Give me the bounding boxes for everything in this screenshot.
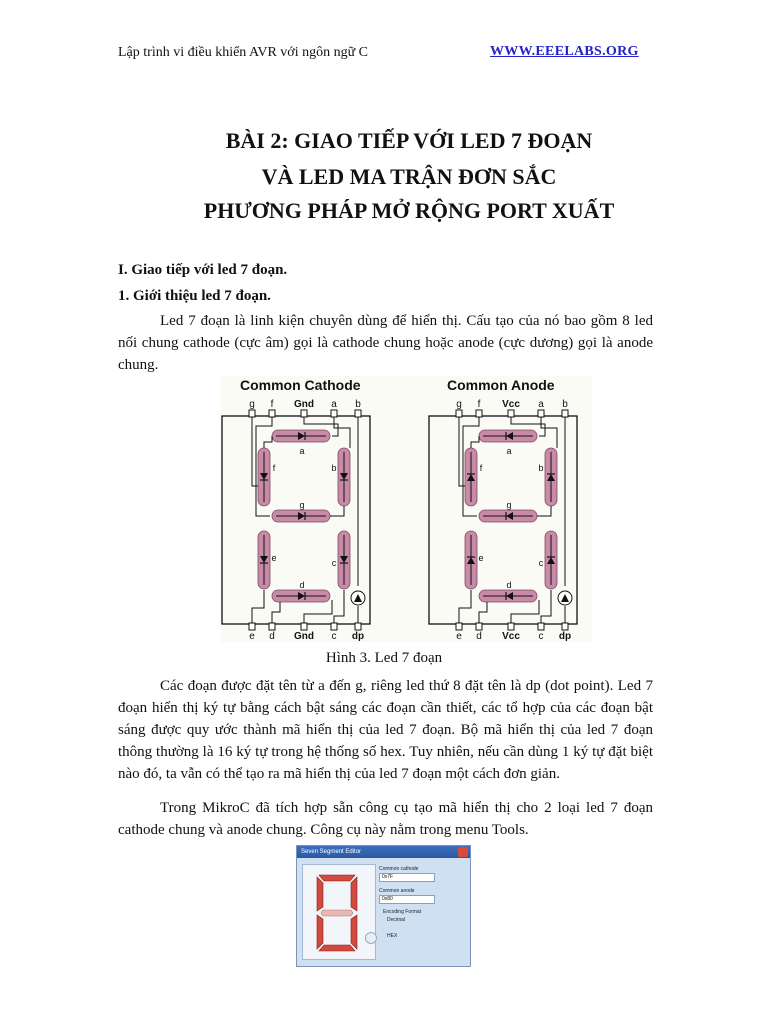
top-pin-label: b: [355, 399, 361, 410]
bottom-pin-label: e: [249, 631, 255, 642]
cathode-label: Common cathode: [379, 866, 419, 872]
top-pin: [456, 410, 462, 417]
top-pin-label: f: [477, 399, 481, 410]
close-icon: [458, 847, 468, 857]
top-pin-label: b: [562, 399, 568, 410]
segment-label-g: g: [506, 500, 512, 510]
seven-segment-editor-screenshot: [296, 845, 471, 967]
top-pin: [476, 410, 482, 417]
bottom-pin-label: d: [476, 631, 482, 642]
bottom-pin: [476, 623, 482, 630]
dp-toggle: [365, 932, 377, 944]
intro-paragraph: Led 7 đoạn là linh kiện chuyên dùng để hiển thị. Cấu tạo của nó bao gồm 8 led nối chung cathode (cực âm) gọi là cathode chung hoặc anode (cực dương) gọi là anode chung.: [118, 313, 653, 373]
header-website-link[interactable]: WWW.EEELABS.ORG: [490, 44, 639, 59]
top-pin: [301, 410, 307, 417]
top-pin-label: Vcc: [502, 399, 520, 410]
hex-option: HEX: [387, 933, 398, 939]
common-cathode-title: Common Cathode: [240, 377, 361, 393]
top-pin-label: g: [456, 399, 462, 410]
encoding-label: Encoding Format: [383, 909, 422, 915]
top-pin-label: a: [538, 399, 544, 410]
bottom-pin-label: c: [331, 631, 337, 642]
bottom-pin-label: Gnd: [294, 631, 314, 642]
decimal-option: Decimal: [387, 917, 406, 923]
mikroc-paragraph: Trong MikroC đã tích hợp sẵn công cụ tạo mã hiển thị cho 2 loại led 7 đoạn cathode chung và anode chung. Công cụ này nằm trong menu Tools.: [118, 800, 653, 838]
bottom-pin: [301, 623, 307, 630]
anode-field: 0x80: [379, 895, 435, 904]
top-pin: [249, 410, 255, 417]
segment-label-b: b: [538, 463, 544, 473]
seven-segment-figure: [220, 376, 592, 642]
segment-preview-panel: [302, 864, 376, 960]
bottom-pin: [355, 623, 361, 630]
top-pin-label: g: [249, 399, 255, 410]
figure-caption: Hình 3. Led 7 đoạn: [325, 650, 443, 666]
segments-paragraph: Các đoạn được đặt tên từ a đến g, riêng led thứ 8 đặt tên là dp (dot point). Led 7 đoạn hiển thị ký tự bằng cách bật sáng các đoạn cần thiết, các tổ hợp của các đoạn bật sáng được quy ước thành mã hiển thị của led 7 đoạn. Bộ mã hiển thị của led 7 đoạn thông thường là 16 ký tự trong hệ thống số hex. Tuy nhiên, nếu cần dùng 1 ký tự đặt biệt nào đó, ta vẫn có thể tạo ra mã hiển thị của led 7 đoạn một cách đơn giản.: [118, 678, 653, 782]
section-heading: I. Giao tiếp với led 7 đoạn.: [118, 262, 288, 278]
segment-label-e: e: [271, 553, 277, 563]
top-pin: [269, 410, 275, 417]
top-pin-label: Gnd: [294, 399, 314, 410]
segment-label-c: c: [331, 558, 337, 568]
segment-label-e: e: [478, 553, 484, 563]
bottom-pin-label: d: [269, 631, 275, 642]
bottom-pin: [562, 623, 568, 630]
bottom-pin-label: dp: [558, 631, 572, 642]
lesson-title-line-2: VÀ LED MA TRẬN ĐƠN SẮC: [261, 164, 557, 189]
bottom-pin: [249, 623, 255, 630]
bottom-pin-label: dp: [351, 631, 365, 642]
header-course-title: Lập trình vi điều khiển AVR với ngôn ngữ C: [118, 45, 369, 60]
top-pin: [508, 410, 514, 417]
editor-titlebar: Seven Segment Editor: [297, 846, 470, 858]
bottom-pin-label: Vcc: [502, 631, 520, 642]
bottom-pin-label: e: [456, 631, 462, 642]
bottom-pin: [331, 623, 337, 630]
bottom-pin: [538, 623, 544, 630]
segment-label-f: f: [479, 463, 483, 473]
segment-label-d: d: [299, 580, 305, 590]
segment-label-c: c: [538, 558, 544, 568]
cathode-field: 0x7F: [379, 873, 435, 882]
anode-label: Common anode: [379, 888, 415, 894]
segment-label-b: b: [331, 463, 337, 473]
lesson-title-line-3: PHƯƠNG PHÁP MỞ RỘNG PORT XUẤT: [203, 198, 615, 223]
segment-label-a: a: [299, 446, 305, 456]
bottom-pin: [508, 623, 514, 630]
segment-label-f: f: [272, 463, 276, 473]
subsection-heading: 1. Giới thiệu led 7 đoạn.: [118, 288, 271, 304]
bottom-pin: [456, 623, 462, 630]
top-pin: [331, 410, 337, 417]
top-pin: [538, 410, 544, 417]
top-pin-label: f: [270, 399, 274, 410]
lesson-title-line-1: BÀI 2: GIAO TIẾP VỚI LED 7 ĐOẠN: [225, 128, 593, 153]
segment-preview-icon: [303, 865, 375, 959]
segment-label-d: d: [506, 580, 512, 590]
segment-label-a: a: [506, 446, 512, 456]
bottom-pin: [269, 623, 275, 630]
bottom-pin-label: c: [538, 631, 544, 642]
top-pin-label: a: [331, 399, 337, 410]
top-pin: [355, 410, 361, 417]
common-anode-title: Common Anode: [447, 377, 555, 393]
segment-label-g: g: [299, 500, 305, 510]
top-pin: [562, 410, 568, 417]
